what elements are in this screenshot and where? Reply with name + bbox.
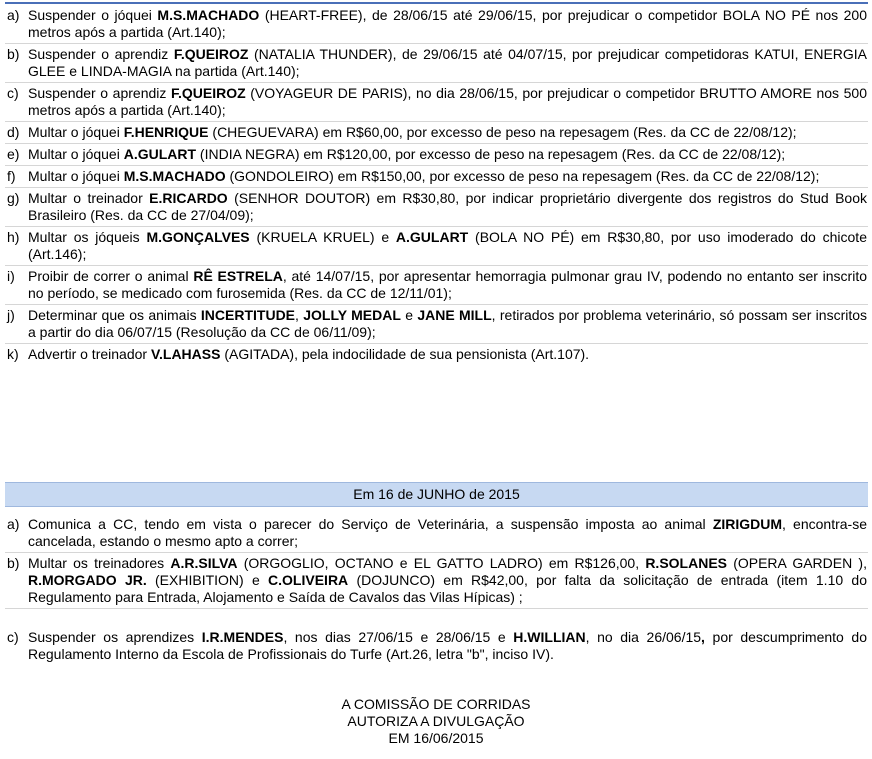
bold-name: A.GULART [123,146,197,162]
list-item [5,553,868,609]
list-item [5,514,868,553]
text-run: , [295,307,304,323]
item-letter: c) [7,85,19,101]
list-item [5,122,868,144]
footer-line-3: EM 16/06/2015 [388,730,484,746]
text-run: Multar os jóqueis [28,229,147,245]
item-letter: b) [7,555,20,571]
date-banner: Em 16 de JUNHO de 2015 [5,482,868,507]
bold-name: R.MORGADO JR. [28,572,147,588]
text-run: , nos dias 27/06/15 e 28/06/15 e [283,629,514,645]
item-letter: h) [7,229,20,245]
item-text [28,516,868,550]
text-run: Advertir o treinador [28,346,151,362]
item-text [28,146,868,163]
penalties-list-second [5,514,868,665]
text-run: e [400,307,418,323]
item-letter: d) [7,124,20,140]
text-run: , retirados por problema veterinário, só possam ser inscritos a partir do dia 06/07/15 (Resolução da CC de 06/11/09); [28,307,868,340]
list-item [5,5,868,44]
bold-name: V.LAHASS [150,346,221,362]
item-letter: f) [7,168,16,184]
text-run: Suspender os aprendizes [28,629,202,645]
item-letter: i) [7,268,15,284]
list-item [5,227,868,266]
text-run: Comunica a CC, tendo em vista o parecer do Serviço de Veterinária, a suspensão imposta ao animal [28,516,713,532]
item-letter: c) [7,629,19,645]
list-item [5,266,868,305]
top-rule [5,2,868,4]
authorization-footer [0,696,872,747]
text-run: (KRUELA KRUEL) e [249,229,396,245]
list-item [5,344,868,365]
text-run: Multar o jóquei [28,124,124,140]
bold-name: H.WILLIAN [513,629,586,645]
text-run: (HEART-FREE), de 28/06/15 até 29/06/15, por prejudicar o competidor BOLA NO PÉ nos 200 metros após a partida (Art.140); [28,7,867,40]
text-run: (VOYAGEUR DE PARIS), no dia 28/06/15, por prejudicar o competidor BRUTTO AMORE nos 500 metros após a partida (Art.140); [28,85,867,118]
item-text [28,124,868,141]
text-run: , encontra-se cancelada, estando o mesmo apto a correr; [28,516,867,549]
bold-name: C.OLIVEIRA [268,572,349,588]
text-run: Determinar que os animais [28,307,201,323]
footer-line-1: A COMISSÃO DE CORRIDAS [341,696,531,712]
bold-name: A.GULART [395,229,469,245]
text-run: (AGITADA), pela indocilidade de sua pensionista (Art.107). [220,346,590,362]
bold-name: F.HENRIQUE [123,124,209,140]
text-run: (CHEGUEVARA) em R$60,00, por excesso de peso na repesagem (Res. da CC de 22/08/12); [208,124,797,140]
list-item [5,627,868,665]
text-run: (OPERA GARDEN ), [727,555,867,571]
list-item [5,44,868,83]
text-run: por descumprimento do Regulamento Interno da Escola de Profissionais do Turfe (Art.26, letra "b", inciso IV). [28,629,868,662]
item-text [28,168,868,185]
list-item [5,188,868,227]
bold-name: R.SOLANES [645,555,727,571]
text-run: (NATALIA THUNDER), de 29/06/15 até 04/07/15, por prejudicar competidoras KATUI, ENERGIA GLEE e LINDA-MAGIA na partida (Art.140); [28,46,868,79]
text-run: Suspender o aprendiz [28,85,171,101]
item-text [28,307,868,341]
bold-name: M.S.MACHADO [157,7,260,23]
list-item [5,144,868,166]
item-letter: g) [7,190,20,206]
item-letter: k) [7,346,19,362]
item-text [28,85,868,119]
footer-line-2: AUTORIZA A DIVULGAÇÃO [347,713,525,729]
list-item [5,83,868,122]
penalties-list-first [5,5,868,365]
text-run: (INDIA NEGRA) em R$120,00, por excesso de peso na repesagem (Res. da CC de 22/08/12); [196,146,786,162]
text-run: (EXHIBITION) e [146,572,269,588]
bold-name: ZIRIGDUM [712,516,783,532]
bold-name: F.QUEIROZ [173,46,249,62]
text-run: Multar o treinador [28,190,150,206]
text-run: (DOJUNCO) em R$42,00, por falta da solicitação de entrada (item 1.10 do Regulamento para Entrada, Alojamento e Saída de Cavalos das Vilas Hípicas) ; [28,572,868,605]
text-run: (GONDOLEIRO) em R$150,00, por excesso de peso na repesagem (Res. da CC de 22/08/12); [225,168,820,184]
bold-name: M.GONÇALVES [146,229,250,245]
bold-name: RÊ ESTRELA [193,268,283,284]
text-run: (BOLA NO PÉ) em R$30,80, por uso imoderado do chicote (Art.146); [28,229,867,262]
item-text [28,268,868,302]
bold-name: M.S.MACHADO [123,168,226,184]
bold-name: , [701,629,705,645]
bold-name: E.RICARDO [149,190,228,206]
bold-name: I.R.MENDES [201,629,284,645]
item-letter: b) [7,46,20,62]
item-letter: j) [7,307,15,323]
item-text [28,46,868,80]
text-run: , no dia 26/06/15 [585,629,702,645]
text-run: Proibir de correr o animal [28,268,194,284]
item-text [28,555,868,606]
bold-name: JOLLY MEDAL [303,307,401,323]
text-run: Multar os treinadores [28,555,171,571]
text-run: Multar o jóquei [28,168,124,184]
text-run: Suspender o aprendiz [28,46,174,62]
text-run: Multar o jóquei [28,146,124,162]
item-letter: e) [7,146,20,162]
bold-name: INCERTITUDE [200,307,296,323]
text-run: Suspender o jóquei [28,7,158,23]
bold-name: F.QUEIROZ [170,85,246,101]
list-item [5,166,868,188]
text-run: , até 14/07/15, por apresentar hemorragia pulmonar grau IV, podendo no entanto ser inscrito no período, se medicado com furosemida (Res. da CC de 12/11/01); [28,268,868,301]
item-letter: a) [7,7,20,23]
bold-name: JANE MILL [417,307,492,323]
item-text [28,190,868,224]
item-text [28,229,868,263]
item-text [28,346,868,363]
bold-name: A.R.SILVA [170,555,238,571]
text-run: (SENHOR DOUTOR) em R$30,80, por indicar proprietário divergente dos registros do Stud Book Brasileiro (Res. da CC de 27/04/09); [28,190,867,223]
item-letter: a) [7,516,20,532]
text-run: (ORGOGLIO, OCTANO e EL GATTO LADRO) em R$126,00, [237,555,646,571]
list-item [5,305,868,344]
item-text [28,629,868,663]
item-text [28,7,868,41]
